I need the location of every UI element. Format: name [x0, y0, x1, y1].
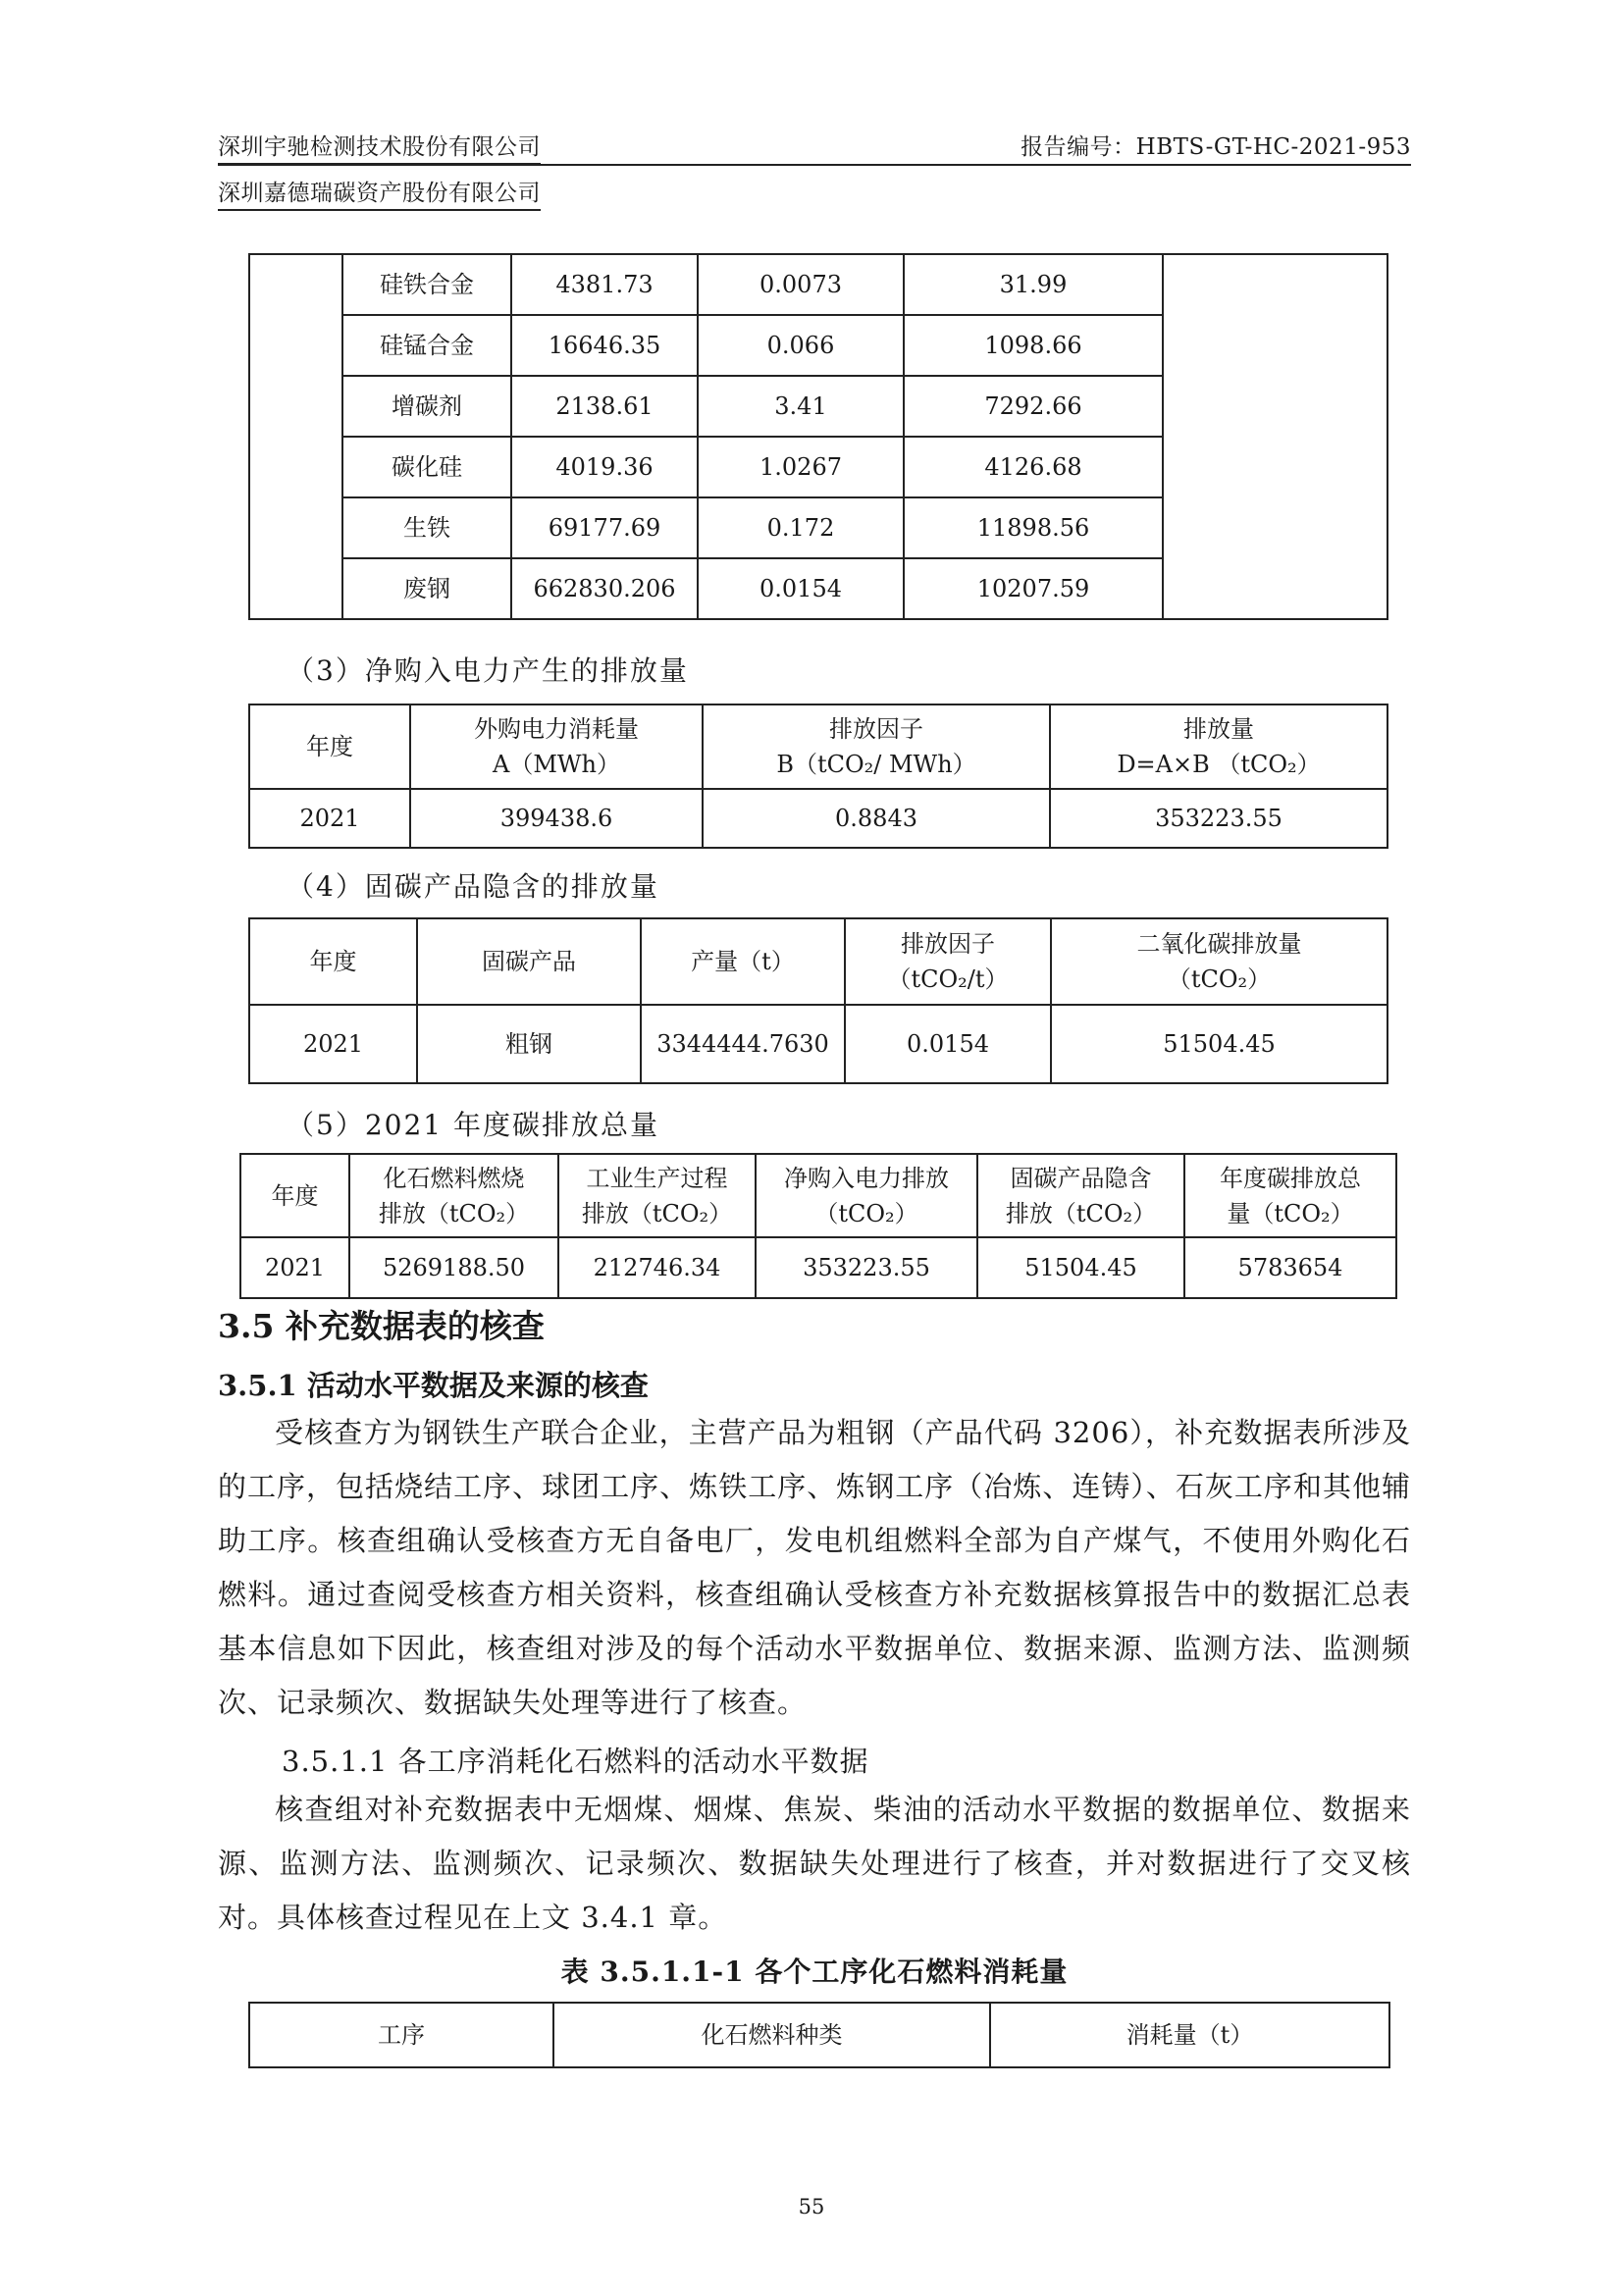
header-cell: 年度碳排放总 量（tCO₂）	[1184, 1154, 1396, 1237]
header-rule	[218, 164, 1411, 166]
page-number: 55	[798, 2195, 825, 2218]
table-cell: 0.172	[698, 497, 904, 558]
table-cell: 1.0267	[698, 437, 904, 497]
section-heading-3-5-1-1: 3.5.1.1 各工序消耗化石燃料的活动水平数据	[282, 1745, 869, 1778]
company-name-1: 深圳宇驰检测技术股份有限公司	[218, 129, 541, 165]
material-name: 硅铁合金	[342, 254, 511, 315]
merged-cell	[249, 254, 342, 619]
table-cell: 399438.6	[410, 789, 703, 848]
header-cell: 排放因子 B（tCO₂/ MWh）	[703, 704, 1050, 789]
table-row	[240, 1237, 1396, 1298]
table-cell: 51504.45	[977, 1237, 1184, 1298]
header-cell: 二氧化碳排放量 （tCO₂）	[1051, 918, 1387, 1005]
header-cell: 产量（t）	[641, 918, 845, 1005]
table-cell: 51504.45	[1051, 1005, 1387, 1083]
table-cell: 5269188.50	[349, 1237, 558, 1298]
table-cell: 2021	[249, 789, 410, 848]
header-cell: 化石燃料种类	[553, 2003, 990, 2067]
section-caption-5: （5）2021 年度碳排放总量	[287, 1109, 659, 1141]
table-row	[249, 789, 1387, 848]
header-cell: 年度	[240, 1154, 349, 1237]
table-cell: 0.0154	[698, 558, 904, 619]
header-cell: 排放因子 （tCO₂/t）	[845, 918, 1051, 1005]
merged-cell	[1163, 254, 1387, 619]
report-number: 报告编号：HBTS-GT-HC-2021-953	[1021, 134, 1411, 160]
section-caption-4: （4）固碳产品隐含的排放量	[287, 870, 659, 903]
table-cell: 353223.55	[1050, 789, 1387, 848]
header-cell: 年度	[249, 918, 417, 1005]
header-cell: 工业生产过程 排放（tCO₂）	[558, 1154, 756, 1237]
table-cell: 2021	[249, 1005, 417, 1083]
table-header-row	[249, 704, 1387, 789]
header-cell: 固碳产品隐含 排放（tCO₂）	[977, 1154, 1184, 1237]
carbon-product-table	[248, 917, 1388, 1084]
table-cell: 7292.66	[904, 376, 1163, 437]
material-name: 硅锰合金	[342, 315, 511, 376]
header-cell: 消耗量（t）	[990, 2003, 1389, 2067]
table-cell: 2021	[240, 1237, 349, 1298]
table-header-row	[249, 918, 1387, 1005]
electricity-emission-table	[248, 704, 1388, 849]
body-paragraph-1: 受核查方为钢铁生产联合企业，主营产品为粗钢（产品代码 3206），补充数据表所涉及的工序，包括烧结工序、球团工序、炼铁工序、炼钢工序（冶炼、连铸）、石灰工序和其他辅助工序。核查组确认受核查方无自备电厂，发电机组燃料全部为自产煤气，不使用外购化石燃料。通过查阅受核查方相关资料，核查组确认受核查方补充数据核算报告中的数据汇总表基本信息如下因此，核查组对涉及的每个活动水平数据单位、数据来源、监测方法、监测频次、记录频次、数据缺失处理等进行了核查。	[218, 1416, 1411, 1719]
header-cell: 固碳产品	[417, 918, 641, 1005]
material-name: 生铁	[342, 497, 511, 558]
table-cell: 0.0073	[698, 254, 904, 315]
table-cell: 1098.66	[904, 315, 1163, 376]
table-cell: 0.0154	[845, 1005, 1051, 1083]
table-cell: 31.99	[904, 254, 1163, 315]
table-cell: 粗钢	[417, 1005, 641, 1083]
table-row	[249, 1005, 1387, 1083]
table-cell: 10207.59	[904, 558, 1163, 619]
material-name: 增碳剂	[342, 376, 511, 437]
table-cell: 4019.36	[511, 437, 698, 497]
total-emission-table	[239, 1153, 1397, 1299]
table-header-row	[249, 2003, 1389, 2067]
header-cell: 外购电力消耗量 A（MWh）	[410, 704, 703, 789]
table-cell: 69177.69	[511, 497, 698, 558]
table-cell: 2138.61	[511, 376, 698, 437]
table-caption: 表 3.5.1.1-1 各个工序化石燃料消耗量	[560, 1956, 1069, 1988]
table-cell: 212746.34	[558, 1237, 756, 1298]
material-name: 废钢	[342, 558, 511, 619]
table-cell: 16646.35	[511, 315, 698, 376]
table-cell: 3344444.7630	[641, 1005, 845, 1083]
table-cell: 0.8843	[703, 789, 1050, 848]
body-paragraph-2: 核查组对补充数据表中无烟煤、烟煤、焦炭、柴油的活动水平数据的数据单位、数据来源、监测方法、监测频次、记录频次、数据缺失处理进行了核查，并对数据进行了交叉核对。具体核查过程见在上文 3.4.1 章。	[218, 1793, 1411, 1934]
header-cell: 工序	[249, 2003, 553, 2067]
header-cell: 化石燃料燃烧 排放（tCO₂）	[349, 1154, 558, 1237]
table-cell: 4381.73	[511, 254, 698, 315]
table-cell: 662830.206	[511, 558, 698, 619]
fuel-consumption-table	[248, 2002, 1390, 2068]
table-header-row	[240, 1154, 1396, 1237]
continuation-table	[248, 253, 1388, 620]
company-name-2: 深圳嘉德瑞碳资产股份有限公司	[218, 175, 541, 211]
section-heading-3-5-1: 3.5.1 活动水平数据及来源的核查	[218, 1369, 649, 1402]
table-cell: 5783654	[1184, 1237, 1396, 1298]
table-cell: 0.066	[698, 315, 904, 376]
header-cell: 排放量 D=A×B （tCO₂）	[1050, 704, 1387, 789]
table-cell: 11898.56	[904, 497, 1163, 558]
header-cell: 净购入电力排放 （tCO₂）	[756, 1154, 977, 1237]
table-cell: 3.41	[698, 376, 904, 437]
section-caption-3: （3）净购入电力产生的排放量	[287, 654, 689, 687]
material-name: 碳化硅	[342, 437, 511, 497]
header-cell: 年度	[249, 704, 410, 789]
table-cell: 4126.68	[904, 437, 1163, 497]
section-heading-3-5: 3.5 补充数据表的核查	[218, 1307, 545, 1345]
table-row	[249, 254, 1387, 315]
table-cell: 353223.55	[756, 1237, 977, 1298]
